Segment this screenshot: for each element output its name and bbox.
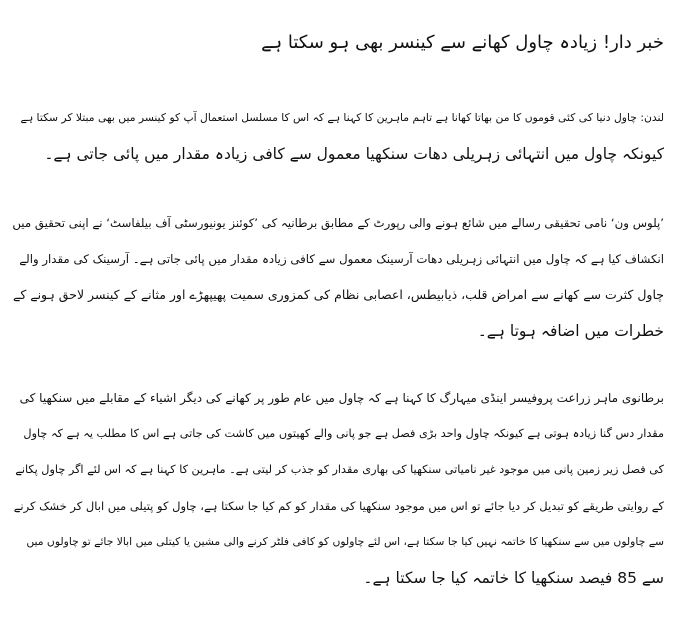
paragraph-1 (12, 100, 664, 172)
article-title: خبر دار! زیادہ چاول کھانے سے کینسر بھی ہو سکتا ہے (261, 32, 664, 53)
paragraph-line: سے 85 فیصد سنکھیا کا خاتمہ کیا جا سکتا ہے۔ (363, 569, 664, 587)
paragraph-line: لندن: چاول دنیا کی کئی قوموں کا من بھاتا کھانا ہے تاہم ماہرین کا کہنا ہے کہ اس کا مسلسل استعمال آپ کو کینسر میں بھی مبتلا کر سکتا ہے (20, 111, 664, 124)
paragraph-line: برطانوی ماہر زراعت پروفیسر اینڈی میہارگ کا کہنا ہے کہ چاول میں عام طور پر کھانے کی دیگر اشیاء کے مقابلے میں سنکھیا کی (19, 391, 664, 405)
paragraph-line: انکشاف کیا ہے کہ چاول میں انتہائی زہریلی دھات آرسینک معمول سے کافی زیادہ مقدار میں پائی جاتی ہے۔ آرسینک کی مقدار والے (19, 252, 664, 266)
paragraph-line: خطرات میں اضافہ ہوتا ہے۔ (477, 322, 664, 340)
paragraph-line: کیونکہ چاول میں انتہائی زہریلی دھات سنکھیا معمول سے کافی زیادہ مقدار میں پائی جاتی ہے۔ (44, 145, 664, 163)
paragraph-line: مقدار دس گنا زیادہ ہوتی ہے کیونکہ چاول واحد بڑی فصل ہے جو پانی والے کھیتوں میں کاشت کی جاتی ہے اس کا مطلب یہ ہے کہ چاول (23, 427, 664, 440)
paragraph-line: چاول کثرت سے کھانے سے امراض قلب، ذیابیطس، اعصابی نظام کی کمزوری سمیت پھیپھڑے اور مثانے کے کینسر لاحق ہونے کے (13, 287, 664, 302)
paragraph-line: سے چاولوں میں سے سنکھیا کا خاتمہ نہیں کیا جا سکتا ہے، اس لئے چاولوں کو کافی فلٹر کرنے والی مشین یا کیتلی میں ابالا جائے تو چاولوں میں (26, 535, 664, 548)
paragraph-line: ’پلوس ون‘ نامی تحقیقی رسالے میں شائع ہونے والی رپورٹ کے مطابق برطانیہ کی ’کوئنز یونیورسٹی آف بیلفاسٹ‘ نے اپنی تحقیق میں (12, 216, 664, 230)
paragraph-line: کے روایتی طریقے کو تبدیل کر دیا جائے تو اس میں موجود سنکھیا کی مقدار کو کم کیا جا سکتا ہے، چاول کو پتیلی میں ابال کر خشک کرنے (13, 499, 664, 513)
paragraph-3 (12, 380, 664, 596)
paragraph-2 (12, 205, 664, 349)
paragraph-line: کی فصل زیر زمین پانی میں موجود غیر نامیاتی سنکھیا کی بھاری مقدار کو جذب کر لیتی ہے۔ ماہرین کا کہنا ہے کہ اس لئے اگر چاول پکانے (15, 463, 664, 476)
